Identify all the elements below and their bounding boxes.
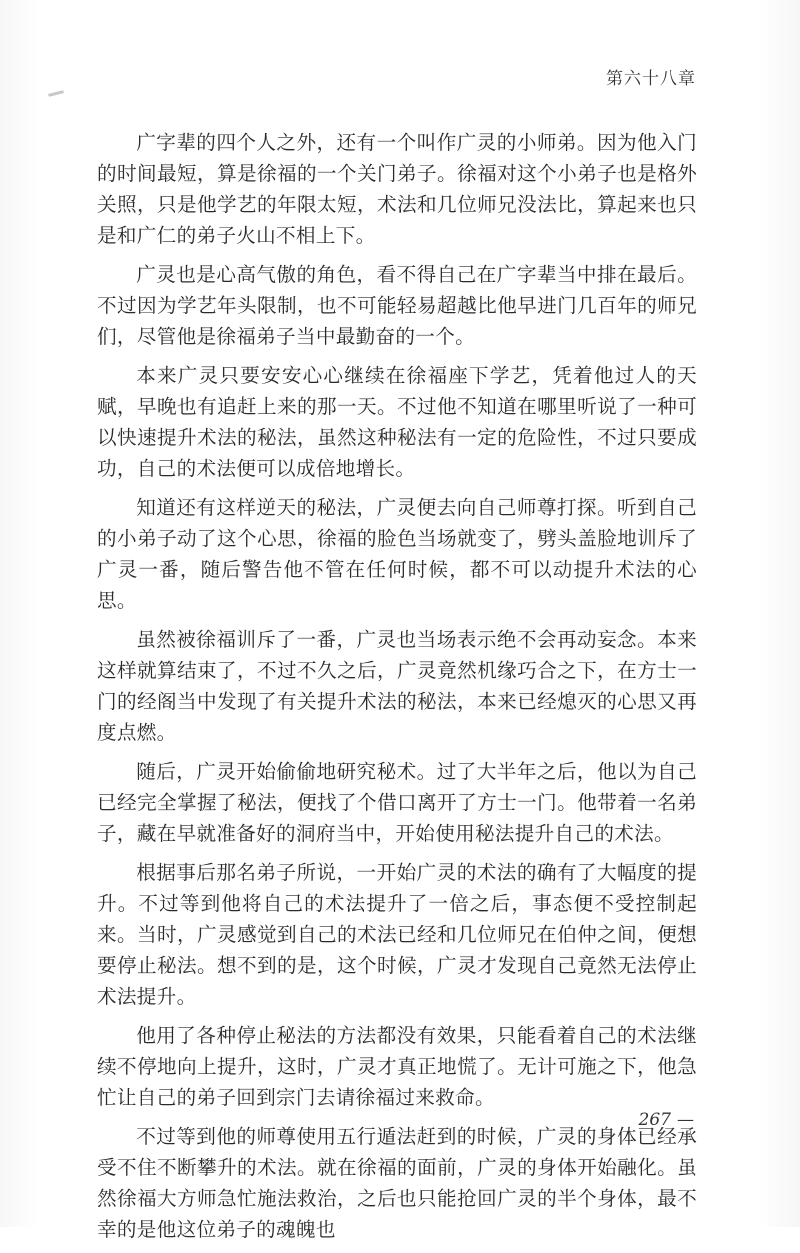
paragraph-3: 本来广灵只要安安心心继续在徐福座下学艺，凭着他过人的天赋，早晚也有追赶上来的那一天。不过他不知道在哪里听说了一种可以快速提升术法的秘法，虽然这种秘法有一定的危险性，不过只要成功，自己的术法便可以成倍地增长。 bbox=[97, 364, 697, 480]
paragraph-4: 知道还有这样逆天的秘法，广灵便去向自己师尊打探。听到自己的小弟子动了这个心思，徐福的脸色当场就变了，劈头盖脸地训斥了广灵一番，随后警告他不管在任何时候，都不可以动提升术法的心思。 bbox=[97, 496, 697, 612]
paragraph-5: 虽然被徐福训斥了一番，广灵也当场表示绝不会再动妄念。本来这样就算结束了，不过不久之后，广灵竟然机缘巧合之下，在方士一门的经阁当中发现了有关提升术法的秘法，本来已经熄灭的心思又再度点燃。 bbox=[97, 628, 697, 744]
paragraph-1: 广字辈的四个人之外，还有一个叫作广灵的小师弟。因为他入门的时间最短，算是徐福的一个关门弟子。徐福对这个小弟子也是格外关照，只是他学艺的年限太短，术法和几位师兄没法比，算起来也只是和广仁的弟子火山不相上下。 bbox=[97, 131, 697, 247]
body-text bbox=[97, 127, 697, 1253]
scan-speck bbox=[48, 90, 64, 97]
page-number bbox=[639, 1110, 694, 1130]
paragraph-6: 随后，广灵开始偷偷地研究秘术。过了大半年之后，他以为自己已经完全掌握了秘法，便找了个借口离开了方士一门。他带着一名弟子，藏在早就准备好的洞府当中，开始使用秘法提升自己的术法。 bbox=[97, 760, 697, 845]
paragraph-2: 广灵也是心高气傲的角色，看不得自己在广字辈当中排在最后。不过因为学艺年头限制，也不可能轻易超越比他早进门几百年的师兄们，尽管他是徐福弟子当中最勤奋的一个。 bbox=[97, 263, 697, 348]
page-number-value: 267 bbox=[638, 1110, 671, 1130]
paragraph-8: 他用了各种停止秘法的方法都没有效果，只能看着自己的术法继续不停地向上提升，这时，广灵才真正地慌了。无计可施之下，他急忙让自己的弟子回到宗门去请徐福过来救命。 bbox=[97, 1024, 697, 1109]
page-number-dash: — bbox=[677, 1110, 694, 1130]
paragraph-7: 根据事后那名弟子所说，一开始广灵的术法的确有了大幅度的提升。不过等到他将自己的术法提升了一倍之后，事态便不受控制起来。当时，广灵感觉到自己的术法已经和几位师兄在伯仲之间，便想要停止秘法。想不到的是，这个时候，广灵才发现自己竟然无法停止术法提升。 bbox=[97, 861, 697, 1008]
paragraph-9: 不过等到他的师尊使用五行遁法赶到的时候，广灵的身体已经承受不住不断攀升的术法。就在徐福的面前，广灵的身体开始融化。虽然徐福大方师急忙施法救治，之后也只能抢回广灵的半个身体，最不幸的是他这位弟子的魂魄也 bbox=[97, 1125, 697, 1241]
chapter-header: 第六十八章 bbox=[606, 69, 696, 89]
